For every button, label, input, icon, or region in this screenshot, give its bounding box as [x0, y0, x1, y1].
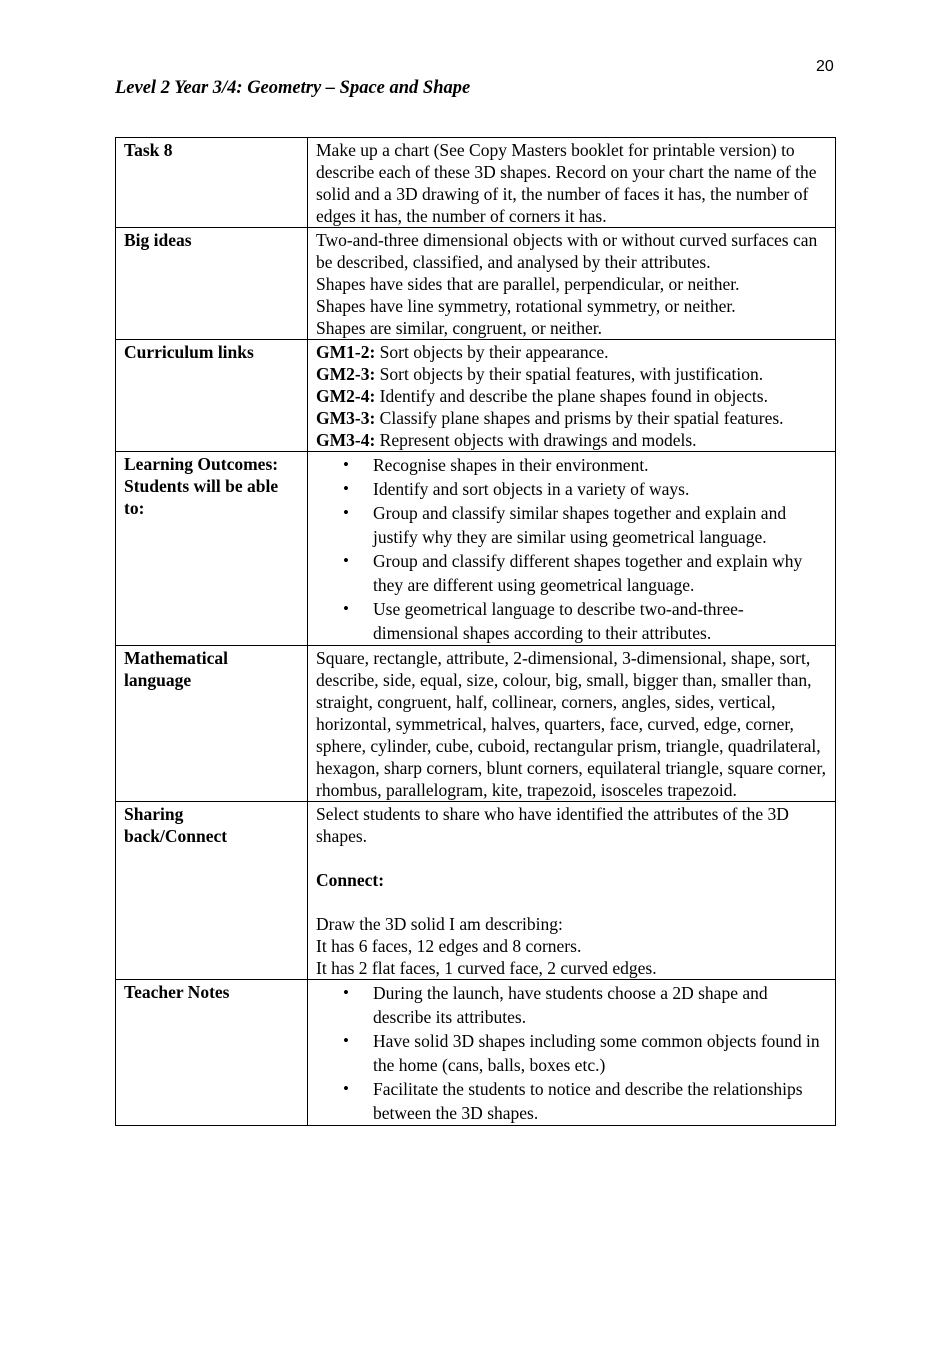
list-item: • Use geometrical language to describe two-and-three-dimensional shapes according to their attributes.	[373, 597, 827, 645]
sharing-intro: Select students to share who have identified the attributes of the 3D shapes.	[316, 804, 789, 846]
label-line: Sharing	[124, 804, 184, 824]
big-idea-line: Shapes are similar, congruent, or neither.	[316, 318, 603, 338]
lesson-plan-table	[115, 137, 836, 1126]
label-line: Mathematical	[124, 648, 228, 668]
big-idea-line: Shapes have line symmetry, rotational symmetry, or neither.	[316, 296, 736, 316]
row-label-curriculum: Curriculum links	[116, 340, 308, 452]
learning-outcomes-list	[316, 453, 827, 645]
connect-clue: It has 2 flat faces, 1 curved face, 2 curved edges.	[316, 958, 657, 978]
row-label-learning-outcomes	[116, 452, 308, 646]
list-item: • Identify and sort objects in a variety of ways.	[373, 477, 827, 501]
list-item: • During the launch, have students choose a 2D shape and describe its attributes.	[373, 981, 827, 1029]
curriculum-text: Sort objects by their appearance.	[375, 342, 609, 362]
connect-prompt: Draw the 3D solid I am describing:	[316, 914, 563, 934]
list-item: • Group and classify similar shapes together and explain and justify why they are similar using geometrical language.	[373, 501, 827, 549]
table-row-mathematical-language	[116, 646, 836, 802]
spacer	[316, 847, 827, 869]
table-row-learning-outcomes	[116, 452, 836, 646]
curriculum-text: Identify and describe the plane shapes found in objects.	[375, 386, 768, 406]
teacher-notes-content	[308, 980, 836, 1126]
row-label-task: Task 8	[116, 138, 308, 228]
table-row-big-ideas	[116, 228, 836, 340]
row-label-big-ideas: Big ideas	[116, 228, 308, 340]
list-item: • Recognise shapes in their environment.	[373, 453, 827, 477]
label-line: to:	[124, 498, 145, 518]
curriculum-code: GM3-4:	[316, 430, 376, 450]
big-ideas-content	[308, 228, 836, 340]
row-label-teacher-notes: Teacher Notes	[116, 980, 308, 1126]
list-item: • Facilitate the students to notice and describe the relationships between the 3D shapes.	[373, 1077, 827, 1125]
row-label-sharing-back	[116, 802, 308, 980]
page-number: 20	[816, 58, 834, 75]
connect-heading: Connect:	[316, 870, 385, 890]
mathematical-language-content: Square, rectangle, attribute, 2-dimensional, 3-dimensional, shape, sort, describe, side, equal, size, colour, big, small, bigger than, smaller than, straight, congruent, half, collinear, corners, angles, sides, vertical, horizontal, symmetrical, halves, quarters, face, curved, edge, corner, sphere, cylinder, cube, cuboid, rectangular prism, triangle, quadrilateral, hexagon, sharp corners, blunt corners, equilateral triangle, square corner, rhombus, parallelogram, kite, trapezoid, isosceles trapezoid.	[308, 646, 836, 802]
label-line: back/Connect	[124, 826, 228, 846]
curriculum-text: Classify plane shapes and prisms by their spatial features.	[375, 408, 784, 428]
sharing-back-content	[308, 802, 836, 980]
learning-outcomes-content	[308, 452, 836, 646]
curriculum-text: Represent objects with drawings and models.	[375, 430, 697, 450]
curriculum-link	[316, 363, 827, 385]
spacer	[316, 891, 827, 913]
curriculum-link	[316, 341, 827, 363]
list-item: • Have solid 3D shapes including some common objects found in the home (cans, balls, boxes etc.)	[373, 1029, 827, 1077]
teacher-notes-list	[316, 981, 827, 1125]
curriculum-link	[316, 385, 827, 407]
label-line: language	[124, 670, 192, 690]
big-idea-line: Shapes have sides that are parallel, perpendicular, or neither.	[316, 274, 740, 294]
table-row-curriculum	[116, 340, 836, 452]
curriculum-code: GM3-3:	[316, 408, 376, 428]
connect-clue: It has 6 faces, 12 edges and 8 corners.	[316, 936, 582, 956]
list-item: • Group and classify different shapes together and explain why they are different using geometrical language.	[373, 549, 827, 597]
row-label-mathematical-language	[116, 646, 308, 802]
curriculum-links-content	[308, 340, 836, 452]
curriculum-code: GM2-4:	[316, 386, 376, 406]
curriculum-link	[316, 407, 827, 429]
table-row-teacher-notes	[116, 980, 836, 1126]
page-title: Level 2 Year 3/4: Geometry – Space and Shape	[115, 78, 471, 98]
curriculum-text: Sort objects by their spatial features, with justification.	[375, 364, 764, 384]
curriculum-link	[316, 429, 827, 451]
big-idea-line: Two-and-three dimensional objects with or without curved surfaces can be described, classified, and analysed by their attributes.	[316, 230, 818, 272]
task-description: Make up a chart (See Copy Masters booklet for printable version) to describe each of these 3D shapes. Record on your chart the name of the solid and a 3D drawing of it, the number of faces it has, the number of edges it has, the number of corners it has.	[308, 138, 836, 228]
label-line: Students will be able	[124, 476, 279, 496]
curriculum-code: GM1-2:	[316, 342, 376, 362]
label-line: Learning Outcomes:	[124, 454, 279, 474]
table-row-task	[116, 138, 836, 228]
curriculum-code: GM2-3:	[316, 364, 376, 384]
table-row-sharing-back	[116, 802, 836, 980]
